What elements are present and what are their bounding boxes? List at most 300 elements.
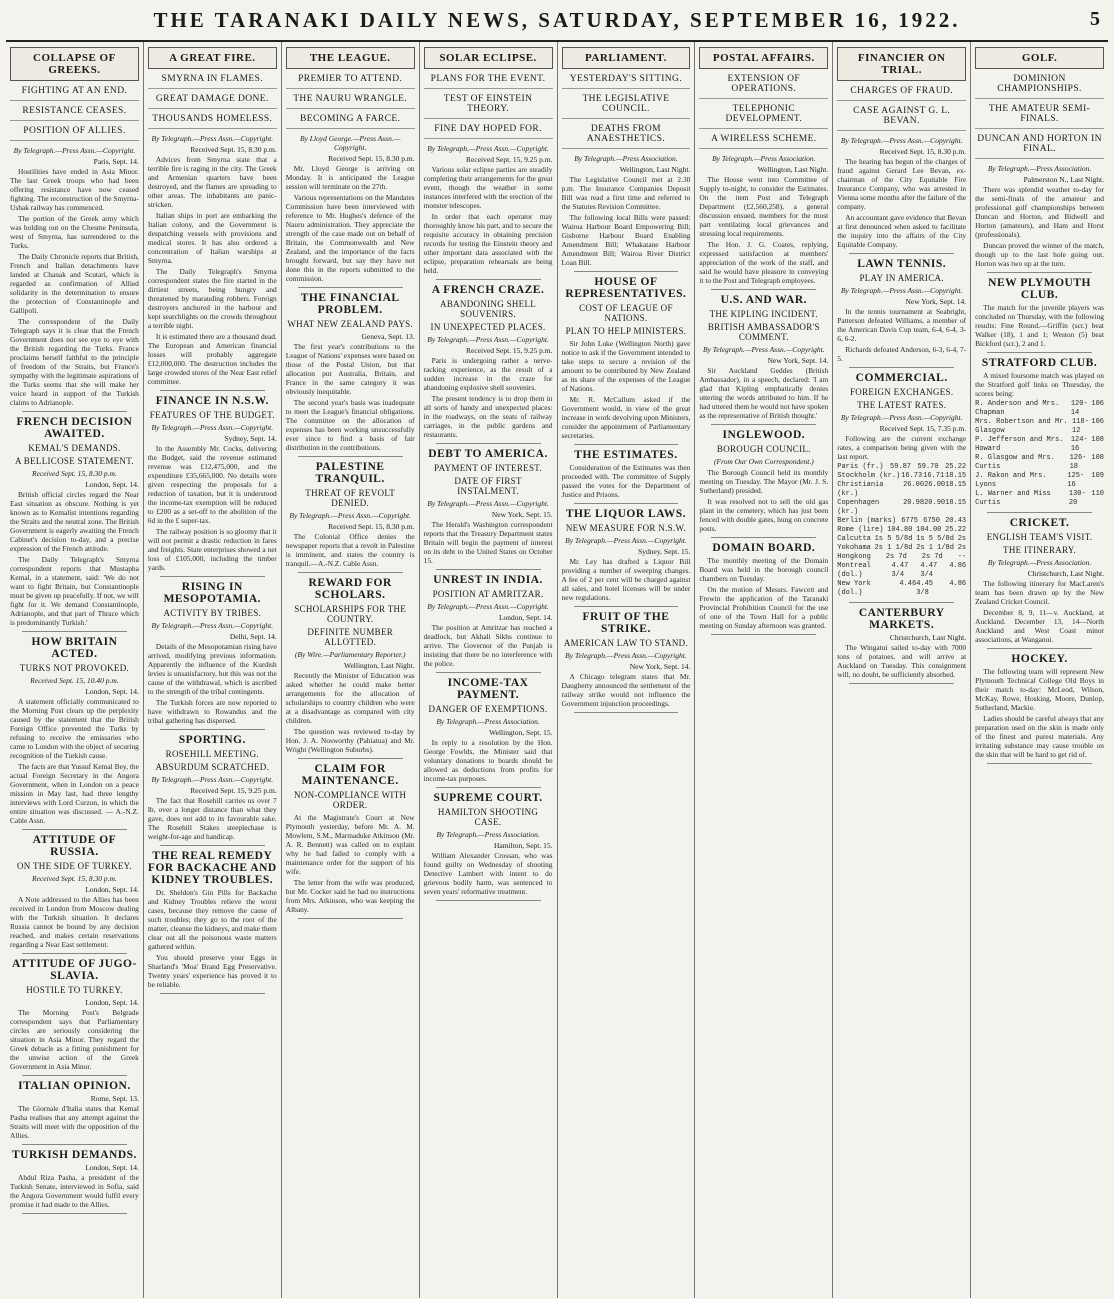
table-cell: Copenhagen (kr.)	[837, 499, 880, 516]
article-subheading: THE KIPLING INCIDENT.	[709, 309, 818, 319]
article-dateline: London, Sept. 14.	[85, 480, 139, 489]
table-cell: R. Anderson and Mrs. Chapman	[975, 400, 1060, 417]
table-cell: 20.43	[945, 517, 967, 525]
article-headline: FRUIT OF THE STRIKE.	[582, 611, 670, 635]
article-paragraph: Mr. Lloyd George is arriving on Monday. It is anticipated the League session will terminate on the 27th.	[285, 164, 415, 191]
article-paragraph: In the Assembly Mr. Cocks, delivering the Budget, said the revenue estimated revenue was £12,475,000, and the expenditure £35,665,000. No details were given respecting the proposals for a reduction of taxation, but it is understood the income-tax exemption will be reduced to £200 as a set-off to the abolition of the 6d in the £ super-tax.	[147, 444, 277, 525]
article-paragraph: Hostilities have ended in Asia Minor. The last Greek troops who had been offering resistance have now ceased fighting. The reconstruction of the Smyrna-Ushak railway has commenced.	[10, 167, 139, 212]
article-paragraph: The Turkish forces are now reported to have withdrawn to Rowandus and the tribal gathering has dispersed.	[147, 698, 277, 725]
article-subheading: ON THE SIDE OF TURKEY.	[17, 861, 132, 871]
article-subheading: DUNCAN AND HORTON IN FINAL.	[975, 134, 1104, 159]
column-8	[971, 42, 1108, 1298]
table-cell: 1s 5 5/8d	[874, 535, 913, 543]
article-headline: DOMAIN BOARD.	[712, 542, 816, 554]
article-paragraph: A Chicago telegram states that Mr. Daugherty announced the settlement of the railway strike would not influence the Government injunction proceedings.	[561, 672, 691, 708]
table-cell: 4.86	[949, 562, 967, 570]
article-subheading: A WIRELESS SCHEME.	[699, 134, 828, 149]
article-subheading: ACTIVITY BY TRIBES.	[163, 608, 262, 618]
divider	[436, 569, 541, 570]
article-paragraph: An accountant gave evidence that Bevan at first denounced when asked to facilitate the inquiry into the affairs of the City Equitable Company.	[837, 213, 967, 249]
article-dateline: London, Sept. 14.	[85, 998, 139, 1007]
article-paragraph: The Giornale d'Italia states that Kemal Pasha realises that any attempt against the Straits will meet with the opposition of the Allies.	[10, 1104, 139, 1140]
article-dateline: London, Sept. 14.	[85, 885, 139, 894]
article-headline: A FRENCH CRAZE.	[431, 284, 545, 296]
article-dateline: London, Sept. 14.	[85, 687, 139, 696]
article-headline: NEW PLYMOUTH CLUB.	[988, 277, 1091, 301]
article-paragraph: Abdul Riza Pasha, a president of the Turkish Senate, interviewed in Sofia, said the Angora Government would fulfil every promise it had made to the Allies.	[10, 1173, 139, 1209]
article-byline: By Telegraph.—Press Association.	[987, 558, 1092, 567]
divider	[711, 537, 816, 538]
article-paragraph: The Legislative Council met at 2.30 p.m. The Insurance Companies Deposit Bill was read a first time and referred to the Statutes Revision Committee.	[561, 175, 691, 211]
article-headline: GOLF.	[975, 47, 1104, 69]
article-subheading: THE LEGISLATIVE COUNCIL.	[562, 94, 691, 119]
article-headline: STRATFORD CLUB.	[981, 357, 1098, 369]
table-cell: 4.86	[949, 580, 967, 588]
article-subheading: FOREIGN EXCHANGES.	[849, 387, 954, 397]
article-paragraph: A Note addressed to the Allies has been received in London from Moscow dealing with the Turkish situation. It declares Russia cannot be bound by any decision reached, and makes certain reservations regarding a Near East settlement.	[10, 895, 139, 949]
article	[562, 508, 691, 607]
article-subheading: CASE AGAINST G. L. BEVAN.	[837, 106, 966, 131]
article-subheading: SMYRNA IN FLAMES.	[148, 74, 277, 89]
article-dateline: Sydney, Sept. 14.	[224, 434, 277, 443]
table-cell: 4.46	[899, 580, 917, 588]
article-byline: By Telegraph.—Press Assn.—Copyright.	[840, 286, 963, 295]
column-6	[695, 42, 833, 1298]
table-cell: Stockholm (kr.)	[837, 472, 901, 480]
divider	[574, 444, 679, 445]
article-paragraph: Details of the Mesopotamian rising have arrived, modifying previous information. Apparently the influence of the Kurdish levies is unsatisfactory, but this was not the cause of the withdrawal, which is ascribed to the strength of the tribal contingents.	[147, 642, 277, 696]
table-cell: 110	[1091, 490, 1104, 498]
article	[562, 47, 691, 272]
article-dateline: Paris, Sept. 14.	[93, 157, 139, 166]
article-subheading: GREAT DAMAGE DONE.	[148, 94, 277, 109]
data-table	[975, 400, 1104, 508]
article-byline: By Telegraph.—Press Assn.—Copyright.	[427, 144, 549, 153]
article-headline: INCOME-TAX PAYMENT.	[447, 677, 529, 701]
table-cell: L. Warner and Miss Curtis	[975, 490, 1051, 507]
article-paragraph: The first year's contributions to the League of Nations' expenses were based on those of the Postal Union, but that allocation put Australia, Britain, and France in the same category it was obviously inequitable.	[285, 342, 415, 396]
article-dateline: Received Sept. 15, 8.30 p.m.	[328, 154, 415, 163]
article	[286, 577, 415, 759]
divider	[574, 606, 679, 607]
article-subheading: YESTERDAY'S SITTING.	[562, 74, 691, 89]
article-subheading: POSITION AT AMRITZAR.	[432, 589, 544, 599]
article	[424, 677, 553, 788]
article-headline: REWARD FOR SCHOLARS.	[308, 577, 392, 601]
article-headline: COLLAPSE OF GREEKS.	[10, 47, 139, 81]
article-dateline: Received Sept. 15, 9.25 p.m.	[190, 786, 277, 795]
table-cell: 2s 7d	[921, 553, 943, 561]
article-subheading: TELEPHONIC DEVELOPMENT.	[699, 104, 828, 129]
article-paragraph: William Alexander Crossan, who was found guilty on Wednesday of shooting Detective Lambert with intent to do grievous bodily harm, was sentenced to seven years' reformative treatment.	[423, 851, 553, 896]
article-headline: THE LEAGUE.	[286, 47, 415, 69]
article-headline: COMMERCIAL.	[855, 372, 948, 384]
article-dateline: Received Sept. 15, 7.35 p.m.	[879, 424, 967, 433]
article-headline: POSTAL AFFAIRS.	[699, 47, 828, 69]
table-cell: 4.47 3/4	[920, 562, 938, 579]
article-dateline: New York, Sept. 14.	[905, 297, 967, 306]
table-row	[837, 526, 966, 535]
article	[286, 461, 415, 573]
article-byline: By Telegraph.—Press Assn.—Copyright.	[703, 345, 825, 354]
article-subheading: PLAN TO HELP MINISTERS.	[565, 326, 687, 336]
article-headline: HOCKEY.	[1011, 653, 1068, 665]
table-cell: 26.00	[924, 481, 946, 489]
article-subheading: CHARGES OF FRAUD.	[837, 86, 966, 101]
article-subheading: THE LATEST RATES.	[857, 400, 947, 410]
article	[699, 294, 828, 425]
table-cell: 108	[1091, 454, 1104, 462]
article-subheading: TURKS NOT PROVOKED.	[19, 663, 130, 673]
article-paragraph: In order that each operator may thoroughly know his part, and to secure the requisite accuracy in obtaining precision records for testing the Einstein theory and other important data associated with the eclipse, preparation rehearsals are being held.	[423, 212, 553, 275]
table-row	[837, 499, 966, 517]
table-cell: 126-18	[1069, 454, 1087, 471]
table-cell: Yokohama	[837, 544, 871, 552]
article-paragraph: The portion of the Greek army which was holding out on the Chesme Peninsula, west of Smyrna, has surrendered to the Turks.	[10, 214, 139, 250]
article	[837, 258, 966, 368]
table-cell: 2s	[957, 544, 967, 552]
article-dateline: New York, Sept. 14.	[767, 356, 829, 365]
divider	[987, 272, 1092, 273]
table-cell: R. Glasgow and Mrs. Curtis	[975, 454, 1055, 471]
column-7	[833, 42, 971, 1298]
table-row	[837, 463, 966, 472]
article-paragraph: The hearing has begun of the charges of fraud against Gerard Lee Bevan, ex-chairman of the City Equitable Fire Insurance Company, who was arrested in Vienna some months after the failure of the company.	[837, 157, 967, 211]
table-row	[975, 454, 1104, 472]
article-paragraph: A mixed foursome match was played on the Stratford golf links on Thursday, the scores being:	[975, 371, 1104, 398]
article-headline: FRENCH DECISION AWAITED.	[16, 416, 133, 440]
divider	[22, 631, 127, 632]
divider	[160, 993, 265, 994]
divider	[436, 787, 541, 788]
article	[424, 284, 553, 444]
columns-container	[6, 42, 1108, 1298]
divider	[987, 352, 1092, 353]
article-paragraph: The Daily Telegraph's Smyrna correspondent states the fire started in the dirtiest streets, being hungry and threatened by marauding robbers. Foreign destroyers anchored in the harbour and kept searchlights on the crowds throughout a terrible night.	[147, 267, 277, 330]
table-cell: 4.47 3/4	[891, 562, 909, 579]
divider	[22, 1213, 127, 1214]
divider	[849, 367, 954, 368]
article-byline: Received Sept. 15, 10.40 p.m.	[30, 676, 119, 685]
article-headline: U.S. AND WAR.	[720, 294, 808, 306]
table-cell: J. Rakon and Mrs. Lyons	[975, 472, 1047, 489]
article-paragraph: The second year's basis was inadequate to meet the League's financial obligations. The committee on the allocation of expenses has been working unsuccessfully ever since to find a basis of fair distribution in the contributions.	[285, 398, 415, 452]
article-paragraph: The following team will represent New Plymouth Technical College Old Boys in their match to-day: McLeod, Wilson, McKay, Rowe, Hosking, Moore, Dunlop, Sutherland, Mackie.	[975, 667, 1104, 712]
article-subheading: NEW MEASURE FOR N.S.W.	[565, 523, 686, 533]
article-paragraph: The match for the juvenile players was concluded on Thursday, with the following results: Fine Round.—Griffin (scr.) beat Walker (18), 1 and 1; Weston (5) beat Bickford (scr.), 2 and 1.	[975, 303, 1104, 348]
table-cell: 104.00	[916, 526, 942, 534]
divider	[849, 683, 954, 684]
article-dateline: New York, Sept. 14.	[629, 662, 691, 671]
table-cell: 118-12	[1072, 418, 1089, 435]
article-paragraph: The Herald's Washington correspondent reports that the Treasury Department states Britain will begin the payment of interest on its debt to the United States on October 15.	[423, 520, 553, 565]
table-cell: New York (dol.)	[837, 580, 871, 597]
article-headline: FINANCIER ON TRIAL.	[837, 47, 966, 81]
article-subheading: BOROUGH COUNCIL.	[716, 444, 811, 454]
article-paragraph: Following are the current exchange rates, a comparison being given with the last report.	[837, 434, 967, 461]
table-row	[837, 562, 966, 580]
table-cell: 108	[1091, 436, 1104, 444]
article-headline: CLAIM FOR MAINTENANCE.	[301, 763, 399, 787]
article-headline: HOUSE OF REPRESENTATIVES.	[565, 276, 687, 300]
article	[286, 292, 415, 457]
table-cell: 25.22	[945, 463, 967, 471]
table-row	[837, 472, 966, 481]
article-headline: PARLIAMENT.	[562, 47, 691, 69]
divider	[298, 572, 403, 573]
article-subheading: SCHOLARSHIPS FOR THE COUNTRY.	[294, 604, 407, 624]
article-paragraph: Dr. Sheldon's Gin Pills for Backache and Kidney Troubles relieve the worst cases, because they remove the cause of such troubles; they go to the root of the matter, cleanse the kidneys, and make them clear out all the poisonous waste matters gathered within.	[147, 888, 277, 951]
article	[10, 1080, 139, 1145]
article-byline: Received Sept. 15, 8.30 p.m.	[32, 874, 117, 883]
table-row	[975, 418, 1104, 436]
article	[148, 581, 277, 730]
article-headline: THE LIQUOR LAWS.	[565, 508, 687, 520]
article-subheading: ENGLISH TEAM'S VISIT.	[986, 532, 1093, 542]
article-dateline: Received Sept. 15, 8.30 p.m.	[190, 145, 277, 154]
divider	[160, 390, 265, 391]
article-headline: SOLAR ECLIPSE.	[424, 47, 553, 69]
article-byline: (From Our Own Correspondent.)	[713, 457, 814, 466]
divider	[987, 512, 1092, 513]
article-headline: CRICKET.	[1009, 517, 1070, 529]
article-dateline: London, Sept. 14.	[498, 613, 553, 622]
article-dateline: Sydney, Sept. 15.	[638, 547, 691, 556]
article-subheading: THE ITINERARY.	[1003, 545, 1077, 555]
table-row	[837, 535, 966, 544]
table-row	[837, 481, 966, 499]
table-cell: 2s 7d	[885, 553, 907, 561]
article-byline: By Telegraph.—Press Assn.—Copyright.	[151, 423, 274, 432]
article-byline: By Telegraph.—Press Assn.—Copyright.	[427, 335, 549, 344]
table-row	[837, 553, 966, 562]
divider	[22, 953, 127, 954]
divider	[22, 829, 127, 830]
article-headline: ATTITUDE OF RUSSIA.	[32, 834, 117, 858]
article-subheading: ABSURDUM SCRATCHED.	[155, 762, 270, 772]
table-cell: Christiania (kr.)	[837, 481, 884, 498]
article-paragraph: The railway position is so gloomy that it will not permit a drastic reduction in fares and freights. State enterprises showed a net loss of £105,000, including the timber yards.	[147, 527, 277, 572]
article-byline: By Telegraph.—Press Assn.—Copyright.	[13, 146, 136, 155]
table-cell: P. Jefferson and Mrs. Howard	[975, 436, 1064, 453]
table-cell: 2s 1 1/8d	[916, 544, 954, 552]
table-cell: 59.87	[890, 463, 912, 471]
table-cell: 16.71	[923, 472, 945, 480]
masthead-title: THE TARANAKI DAILY NEWS, SATURDAY, SEPTEMBER 16, 1922.	[153, 7, 961, 32]
article-subheading: FIGHTING AT AN END.	[10, 86, 139, 101]
article-paragraph: Various representations on the Mandates Commission have been interviewed with reference to Mr. Hughes's defence of the Nauru administration. They appreciate the strength of the case made out on behalf of Britain, the Commonwealth and New Zealand, and the importance of the facts brought forward, but say they have not done this in the reports submitted to the commission.	[285, 193, 415, 283]
article-paragraph: British official circles regard the Near East situation as obscure. Nothing is yet known as to Kemalist intentions regarding the Straits and the neutral zone. The British Government is eagerly awaiting the French Cabinet's decision to-day, and a precise expression of the French attitude.	[10, 490, 139, 553]
table-cell: 18.15	[945, 499, 967, 507]
article-subheading: DANGER OF EXEMPTIONS.	[428, 704, 548, 714]
article-subheading: DEFINITE NUMBER ALLOTTED.	[307, 627, 394, 647]
article-dateline: Palmerston N., Last Night.	[1023, 175, 1104, 184]
article-paragraph: Italian ships in port are embarking the Italian colony, and the Government is despatching vessels with provisions and medical stores. It has also ordered a concentration of Italian warships at Smyrna.	[147, 211, 277, 265]
table-row	[975, 490, 1104, 508]
article	[286, 763, 415, 919]
article	[837, 372, 966, 603]
table-row	[837, 517, 966, 526]
article-headline: ITALIAN OPINION.	[18, 1080, 131, 1092]
article-dateline: Geneva, Sept. 13.	[361, 332, 415, 341]
article-paragraph: Paris is undergoing rather a nerve-racking experience, as the result of a sudden increase in the craze for abandoning explosive shell souvenirs.	[423, 356, 553, 392]
article-subheading: ROSEHILL MEETING.	[165, 749, 259, 759]
article-subheading: PLANS FOR THE EVENT.	[424, 74, 553, 89]
article-headline: THE ESTIMATES.	[574, 449, 678, 461]
article-paragraph: Ladies should be careful always that any preparation used on the skin is made only of the finest and purest materials. Any irritating substance may cause trouble on the skin that will be hard to get rid of.	[975, 714, 1104, 759]
article-paragraph: The following itinerary for MacLaren's team has been drawn up by the New Zealand Cricket Council.	[975, 579, 1104, 606]
article-paragraph: The Hon. J. G. Coates, replying, expressed satisfaction at members' appreciation of the work of the staff, and said he would have pleasure in conveying it to the Post and Telegraph employees.	[699, 240, 829, 285]
article-paragraph: The fact that Rosehill carries us over 7 lb, over a longer distance than what they gave, does not add to its favourable sake. The Rosehill Stakes steeplechase is weight-for-age and handicap.	[147, 796, 277, 841]
divider	[298, 456, 403, 457]
article-dateline: Received Sept. 15, 8.30 p.m.	[879, 147, 967, 156]
table-cell: 18.15	[945, 472, 967, 480]
article	[562, 611, 691, 713]
article-byline: By Telegraph.—Press Association.	[574, 154, 678, 163]
article	[424, 47, 553, 280]
article	[10, 958, 139, 1076]
article-byline: By Telegraph.—Press Assn.—Copyright.	[289, 511, 411, 520]
table-cell: 6775	[901, 517, 919, 525]
article-byline: By Telegraph.—Press Association.	[987, 164, 1092, 173]
article-byline: By Telegraph.—Press Assn.—Copyright.	[840, 136, 963, 145]
page-number: 5	[1090, 8, 1100, 30]
article-paragraph: The monthly meeting of the Domain Board was held in the borough council chambers on Tuesday.	[699, 556, 829, 583]
article-dateline: Wellington, Last Night.	[757, 165, 829, 174]
article-subheading: THE NAURU WRANGLE.	[286, 94, 415, 109]
article-paragraph: The question was reviewed to-day by Hon. J. A. Nosworthy (Pahiatua) and Mr. Wright (Wellington Suburbs).	[285, 727, 415, 754]
divider	[436, 672, 541, 673]
article-paragraph: The Morning Post's Belgrade correspondent says that Parliamentary circles are seriously considering the situation in Asia Minor. They regard the Greek debacle as a fitting punishment for the unwise action of the Greek Government in Asia Minor.	[10, 1008, 139, 1071]
article	[10, 416, 139, 632]
article-byline: (By Wire.—Parliamentary Reporter.)	[294, 650, 406, 659]
table-cell: 20.90	[924, 499, 946, 507]
table-cell: 130-20	[1068, 490, 1086, 507]
article-headline: SUPREME COURT.	[433, 792, 543, 804]
table-cell: 2s	[957, 535, 967, 543]
article	[699, 542, 828, 635]
article-headline: FINANCE IN N.S.W.	[155, 395, 269, 407]
article-paragraph: December 8, 9, 11—v. Auckland, at Auckland. December 13, 14—North Auckland and West Coast minor associations, at Wanganui.	[975, 608, 1104, 644]
article	[975, 653, 1104, 764]
table-cell: 20.98	[903, 499, 925, 507]
article-byline: By Telegraph.—Press Assn.—Copyright.	[427, 602, 549, 611]
divider	[298, 918, 403, 919]
article	[424, 448, 553, 570]
table-cell: 120-14	[1070, 400, 1088, 417]
column-4	[420, 42, 558, 1298]
table-cell: 124-16	[1070, 436, 1088, 453]
table-cell: Mrs. Robertson and Mr. Glasgow	[975, 418, 1068, 435]
article-paragraph: Mr. Ley has drafted a Liquor Bill providing a number of sweeping changes. A fee of 2 per cent will be charged against all sales, and hotel licenses will be under new regulations.	[561, 557, 691, 602]
table-row	[975, 472, 1104, 490]
article-headline: DEBT TO AMERICA.	[428, 448, 548, 460]
article-subheading: ABANDONING SHELL SOUVENIRS.	[440, 299, 537, 319]
article-headline: TURKISH DEMANDS.	[11, 1149, 137, 1161]
article-paragraph: On the motion of Messrs. Fawcett and Frewin the application of the Taranaki Provincial Prohibition Council for the use of one of the Town Hall for a public meeting on Sunday afternoon was granted.	[699, 585, 829, 630]
article-dateline: Received Sept. 15, 9.25 p.m.	[466, 346, 553, 355]
table-cell: Berlin (marks)	[837, 517, 897, 525]
article-paragraph: The position at Amritzar has reached a deadlock, but Akhali Sikhs continue to arrive. The Governor of the Punjab is insisting that there be no interference with the police.	[423, 623, 553, 668]
article-paragraph: A statement officially communicated to the Morning Post clears up the perplexity caused by the statement that the British Foreign Office prevented the Turks by refusing to receive the emissaries who came to London with the object of securing recognition of the Turkish cause.	[10, 697, 139, 760]
article-byline: By Telegraph.—Press Assn.—Copyright.	[840, 413, 963, 422]
table-row	[837, 580, 966, 598]
article-byline: By Telegraph.—Press Assn.—Copyright.	[427, 499, 549, 508]
divider	[298, 287, 403, 288]
article-paragraph: The following local Bills were passed: Wairoa Harbour Board Empowering Bill; Gisborne Harbour Board Enabling Amendment Bill; Whakatane Harbour Amendment Bill; Wairoa River District Loan Bill.	[561, 213, 691, 267]
article-byline: By Lloyd George.—Press Assn.—Copyright.	[300, 134, 401, 152]
table-cell: Paris (fr.)	[837, 463, 884, 471]
table-cell: 104.80	[887, 526, 913, 534]
article	[837, 47, 966, 254]
article-subheading: IN UNEXPECTED PLACES.	[430, 322, 546, 332]
article	[148, 395, 277, 577]
article-subheading: THE AMATEUR SEMI-FINALS.	[975, 104, 1104, 129]
article-subheading: FINE DAY HOPED FOR.	[424, 124, 553, 139]
article-headline: PALESTINE TRANQUIL.	[315, 461, 385, 485]
article-paragraph: The present tendency is to drop them in all sorts of handy and unexpected places: in the roadways, on the seats of railway carriages, in the public gardens and restaurants.	[423, 394, 553, 439]
article-paragraph: It is estimated there are a thousand dead. The European and American financial losses will probably aggregate £12,000,000. The destruction includes the large crowded stores of the Near East relief committee.	[147, 332, 277, 386]
divider	[298, 758, 403, 759]
article-byline: By Telegraph.—Press Association.	[712, 154, 816, 163]
article-subheading: PLAY IN AMERICA.	[859, 273, 944, 283]
article-paragraph: Consideration of the Estimates was then proceeded with. The committee of Supply passed the votes for the Department of Justice and Prisons.	[561, 463, 691, 499]
article-paragraph: At the Magistrate's Court at New Plymouth yesterday, before Mr. A. M. Mowlem, S.M., Marmaduke Atkinson (Mr. A. R. Bennett) was called on to explain why he had failed to comply with a maintenance order for the support of his wife.	[285, 813, 415, 876]
article-byline: By Telegraph.—Press Association.	[436, 830, 540, 839]
article-subheading: DOMINION CHAMPIONSHIPS.	[975, 74, 1104, 99]
divider	[987, 763, 1092, 764]
article-paragraph: Advices from Smyrna state that a terrible fire is raging in the city. The Greek and Armenian quarters have been destroyed, and the flames are spreading to other areas. The inhabitants are panic-stricken.	[147, 155, 277, 209]
article-byline: By Telegraph.—Press Assn.—Copyright.	[565, 651, 687, 660]
article-dateline: New York, Sept. 15.	[491, 510, 553, 519]
table-cell: 18.15	[945, 481, 967, 489]
article-subheading: BRITISH AMBASSADOR'S COMMENT.	[707, 322, 820, 342]
divider	[22, 1075, 127, 1076]
article-headline: THE REAL REMEDY FOR BACKACHE AND KIDNEY TROUBLES.	[147, 850, 277, 886]
article-subheading: KEMAL'S DEMANDS.	[28, 443, 121, 453]
article-paragraph: Mr. R. McCallum asked if the Government would, in view of the great increase in work devolving upon Ministers, consider the appointment of Parliamentary secretaries.	[561, 395, 691, 440]
article-byline: By Telegraph.—Press Assn.—Copyright.	[565, 536, 687, 545]
article-subheading: NON-COMPLIANCE WITH ORDER.	[294, 790, 407, 810]
article	[562, 276, 691, 445]
article	[699, 47, 828, 290]
article-subheading: WHAT NEW ZEALAND PAYS.	[287, 319, 413, 329]
article	[975, 517, 1104, 649]
article-paragraph: Various solar eclipse parties are steadily completing their arrangements for the great event, though the weather in some instances interfered with the erection of the monster telescopes.	[423, 165, 553, 210]
article-dateline: Christchurch, Last Night.	[889, 633, 967, 642]
article	[424, 574, 553, 673]
divider	[574, 712, 679, 713]
article	[562, 449, 691, 504]
table-row	[975, 400, 1104, 418]
table-cell: 6750	[923, 517, 940, 525]
column-5	[558, 42, 696, 1298]
divider	[436, 279, 541, 280]
article	[837, 607, 966, 684]
divider	[160, 576, 265, 577]
article-paragraph: The Daily Telegraph's Smyrna correspondent reports that Mustapha Kemal, in a statement, said: 'We do not want to fight Britain, but Constantinople must be given up peacefully. If not, we will fight for it. We demand Constantinople, Adrianople, and that part of Thrace which is predominantly Turkish.'	[10, 555, 139, 627]
article-subheading: PAYMENT OF INTEREST.	[434, 463, 542, 473]
table-cell: Hongkong	[837, 553, 871, 561]
article-dateline: Rome, Sept. 13.	[90, 1094, 139, 1103]
article	[975, 47, 1104, 273]
article-subheading: FEATURES OF THE BUDGET.	[149, 410, 275, 420]
data-table	[837, 463, 966, 598]
table-row	[837, 544, 966, 553]
table-cell: Montreal (dol.)	[837, 562, 871, 579]
article-paragraph: The Wingatui sailed to-day with 7000 tons of potatoes, and will arrive at Auckland on Tuesday. This consignment will, no doubt, be sufficiently absorbed.	[837, 643, 967, 679]
article	[975, 277, 1104, 353]
